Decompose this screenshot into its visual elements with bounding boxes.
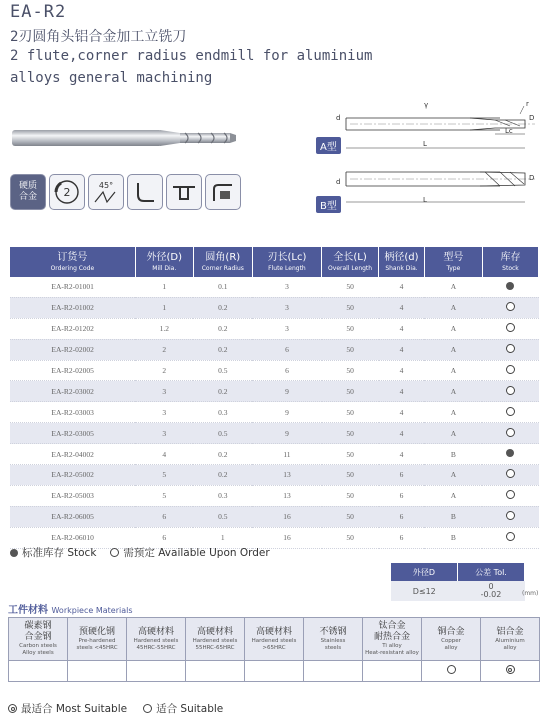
workpiece-title-cn: 工件材料 [8,605,48,616]
cell-dia: 3 [135,402,193,423]
stock-legend [10,545,270,560]
cell-type: A [424,381,482,402]
workpiece-material-cn: 铜合金 [437,626,465,637]
cell-code: EA-R2-05002 [10,465,135,486]
flute-count-icon [49,174,85,210]
cell-stock [482,465,538,486]
cell-dia: 2 [135,339,193,360]
workpiece-material-cn: 高硬材料 [137,626,174,637]
workpiece-material-en: steels <45HRC [76,644,118,651]
tolerance-table [391,563,525,601]
cell-shank: 4 [379,381,425,402]
workpiece-material-cn: 碳素钢 [24,621,52,631]
cell-type: A [424,277,482,297]
workpiece-material-en: Hardened steels [133,637,179,644]
cell-radius: 0.2 [193,444,252,465]
workpiece-material-en: 55HRC-65HRC [195,644,235,651]
cell-overall: 50 [322,277,379,297]
tolerance-header-tol: 公差 Tol. [458,563,525,581]
cell-dia: 3 [135,423,193,444]
cell-code: EA-R2-06010 [10,527,135,548]
in-stock-dot-icon [10,549,18,557]
cell-flute: 9 [252,381,321,402]
cell-dia: 3 [135,381,193,402]
in-stock-dot-icon [506,282,514,290]
cell-type: A [424,465,482,486]
workpiece-column-header [9,618,68,661]
cell-shank: 4 [379,444,425,465]
cell-radius: 0.2 [193,339,252,360]
cell-code: EA-R2-04002 [10,444,135,465]
cell-flute: 6 [252,339,321,360]
header-shank-dia: 柄径(d) Shank Dia. [379,247,425,277]
workpiece-material-en: Stainless [320,637,346,644]
workpiece-suitability-cell [9,661,68,682]
dim-label-L-b: L [423,196,427,204]
cell-dia: 6 [135,527,193,548]
product-code: EA-R2 [10,2,67,22]
cell-flute: 13 [252,485,321,506]
dim-label-d-b: d [336,178,341,186]
cell-type: A [424,339,482,360]
workpiece-material-cn: 铝合金 [496,626,524,637]
workpiece-material-en: Carbon steels [19,643,57,649]
cell-shank: 4 [379,360,425,381]
cell-code: EA-R2-01202 [10,318,135,339]
tolerance-dia-value: D≤12 [391,581,458,601]
cell-dia: 1 [135,297,193,318]
cell-radius: 0.2 [193,381,252,402]
cell-code: EA-R2-06005 [10,506,135,527]
cell-shank: 4 [379,318,425,339]
on-order-dot-icon [506,365,515,374]
suitable-icon [143,704,152,713]
cell-shank: 4 [379,297,425,318]
table-row [10,381,539,402]
cell-dia: 5 [135,485,193,506]
suitable-label: 适合 Suitable [156,703,224,715]
in-stock-label: 标准库存 Stock [22,547,97,559]
dim-label-d-a: d [336,114,341,122]
workpiece-material-en: steels [324,644,342,651]
cell-code: EA-R2-02005 [10,360,135,381]
cell-overall: 50 [322,485,379,506]
cell-stock [482,297,538,318]
tolerance-header-dia: 外径D [391,563,458,581]
on-order-dot-icon [506,344,515,353]
cell-dia: 4 [135,444,193,465]
header-stock: 库存 Stock [482,247,538,277]
cell-shank: 4 [379,277,425,297]
cell-type: B [424,444,482,465]
workpiece-material-en: alloy [503,644,517,651]
helix-angle-value: 45° [98,180,114,190]
on-order-dot-icon [506,511,515,520]
cell-radius: 0.3 [193,402,252,423]
cell-overall: 50 [322,506,379,527]
cell-stock [482,277,538,297]
workpiece-material-en: Aluminium [495,637,525,644]
cell-overall: 50 [322,381,379,402]
carbide-material-icon: 硬质合金 [10,174,46,210]
cell-stock [482,527,538,548]
cell-type: B [424,527,482,548]
cell-radius: 0.5 [193,506,252,527]
endmill-photo [10,118,250,158]
cell-type: A [424,402,482,423]
header-type: 型号 Type [424,247,482,277]
workpiece-title [8,601,133,616]
table-row [10,423,539,444]
table-row [10,485,539,506]
cell-code: EA-R2-05003 [10,485,135,506]
slot-milling-icon [166,174,202,210]
on-order-dot-icon [506,386,515,395]
cell-flute: 16 [252,527,321,548]
suitability-legend [8,701,223,716]
cell-flute: 3 [252,297,321,318]
on-order-dot-icon [506,302,515,311]
workpiece-suitability-cell [304,661,363,682]
table-row [10,277,539,297]
cell-dia: 1.2 [135,318,193,339]
cell-radius: 0.5 [193,360,252,381]
type-a-badge: A型 [316,137,341,154]
dim-label-gamma-a: γ [424,101,429,109]
cell-stock [482,423,538,444]
title-chinese: 2刃圆角头铝合金加工立铣刀 [10,29,187,45]
cell-stock [482,485,538,506]
cell-dia: 5 [135,465,193,486]
drawing-type-b [310,164,540,214]
cell-dia: 6 [135,506,193,527]
on-order-dot-icon [506,469,515,478]
workpiece-material-cn: 不锈钢 [319,626,347,637]
product-table [10,247,539,549]
on-order-dot-icon [110,548,119,557]
on-order-dot-icon [506,323,515,332]
cell-code: EA-R2-03005 [10,423,135,444]
workpiece-suitability-cell [186,661,245,682]
cell-type: A [424,485,482,506]
cell-radius: 0.1 [193,277,252,297]
title-english-line2: alloys general machining [10,70,213,86]
header-mill-dia: 外径(D) Mill Dia. [135,247,193,277]
on-order-dot-icon [506,532,515,541]
workpiece-material-cn: 合金钢 [24,632,52,642]
most-suitable-icon [8,704,17,713]
workpiece-material-en: Alloy steels [22,650,54,656]
workpiece-material-en: >65HRC [262,644,286,651]
workpiece-column-header [127,618,186,661]
cell-shank: 6 [379,485,425,506]
cell-flute: 3 [252,277,321,297]
workpiece-material-cn: 预硬化钢 [78,626,115,637]
workpiece-material-en: 45HRC-55HRC [136,644,176,651]
workpiece-material-cn: 高硬材料 [196,626,233,637]
cell-flute: 9 [252,423,321,444]
tolerance-upper: 0 [488,582,494,591]
workpiece-material-en: Copper [441,637,461,644]
workpiece-material-cn: 高硬材料 [255,626,292,637]
dim-label-r-a: r [526,100,529,108]
workpiece-column-header [363,618,422,661]
dim-label-D-b: D [529,174,535,182]
flute-count-value: 2 [63,185,71,199]
cell-flute: 13 [252,465,321,486]
workpiece-material-en: Heat-resistant alloy [365,650,419,656]
cell-shank: 6 [379,506,425,527]
cell-overall: 50 [322,444,379,465]
cell-type: A [424,297,482,318]
cell-overall: 50 [322,527,379,548]
cell-code: EA-R2-01001 [10,277,135,297]
workpiece-column-header [68,618,127,661]
suitable-icon [447,665,456,674]
title-english-line1: 2 flute,corner radius endmill for aluminium [10,48,373,64]
header-overall-length: 全长(L) Overall Length [322,247,379,277]
cell-dia: 2 [135,360,193,381]
workpiece-material-en: Pre-hardened [78,637,116,644]
on-order-dot-icon [506,428,515,437]
cell-shank: 4 [379,402,425,423]
cell-stock [482,402,538,423]
tolerance-unit: (mm) [522,590,539,597]
workpiece-suitability-cell [481,661,540,682]
table-row [10,444,539,465]
table-header-row [10,247,539,277]
workpiece-suitability-cell [422,661,481,682]
table-row [10,402,539,423]
cell-overall: 50 [322,360,379,381]
on-order-dot-icon [506,490,515,499]
cell-flute: 6 [252,360,321,381]
cell-stock [482,360,538,381]
cell-radius: 0.2 [193,465,252,486]
table-row [10,339,539,360]
cell-overall: 50 [322,297,379,318]
corner-radius-icon [127,174,163,210]
table-row [10,506,539,527]
tolerance-lower: -0.02 [480,590,502,599]
header-ordering-code: 订货号 Ordering Code [10,247,135,277]
workpiece-table [8,617,540,682]
cell-dia: 1 [135,277,193,297]
cell-code: EA-R2-01002 [10,297,135,318]
dim-label-L-a: L [423,140,427,148]
workpiece-suitability-cell [363,661,422,682]
cell-flute: 11 [252,444,321,465]
on-order-label: 需预定 Available Upon Order [123,547,270,559]
cell-radius: 0.3 [193,485,252,506]
workpiece-material-en: Ti alloy [382,643,402,649]
most-suitable-icon [506,665,515,674]
cell-type: A [424,360,482,381]
cell-type: A [424,318,482,339]
cell-code: EA-R2-03003 [10,402,135,423]
dim-label-Lc-a: Lc [505,127,513,135]
table-row [10,360,539,381]
cell-radius: 0.2 [193,297,252,318]
tolerance-range [458,581,525,601]
helix-angle-icon [88,174,124,210]
cell-stock [482,381,538,402]
workpiece-column-header [304,618,363,661]
cell-stock [482,444,538,465]
workpiece-material-en: Hardened steels [251,637,297,644]
cell-overall: 50 [322,423,379,444]
cell-flute: 16 [252,506,321,527]
cell-overall: 50 [322,318,379,339]
cell-radius: 0.2 [193,318,252,339]
workpiece-title-en: Workpiece Materials [51,606,133,615]
cell-type: B [424,506,482,527]
cell-flute: 9 [252,402,321,423]
cell-overall: 50 [322,339,379,360]
cell-radius: 1 [193,527,252,548]
cell-overall: 50 [322,402,379,423]
table-row [10,318,539,339]
workpiece-material-cn: 耐热合金 [373,632,410,642]
cell-shank: 6 [379,527,425,548]
on-order-dot-icon [506,407,515,416]
cell-stock [482,339,538,360]
cell-stock [482,506,538,527]
dim-label-D-a: D [529,114,535,122]
cell-shank: 6 [379,465,425,486]
workpiece-column-header [186,618,245,661]
workpiece-suitability-cell [245,661,304,682]
cell-code: EA-R2-02002 [10,339,135,360]
type-b-badge: B型 [316,196,341,213]
feature-icons [10,174,241,210]
workpiece-column-header [245,618,304,661]
cell-flute: 3 [252,318,321,339]
table-row [10,297,539,318]
workpiece-suitability-cell [68,661,127,682]
workpiece-column-header [481,618,540,661]
cell-radius: 0.5 [193,423,252,444]
header-flute-length: 刃长(Lc) Flute Length [252,247,321,277]
workpiece-suitability-cell [127,661,186,682]
workpiece-column-header [422,618,481,661]
cell-type: A [424,423,482,444]
workpiece-material-en: alloy [444,644,458,651]
side-milling-icon [205,174,241,210]
in-stock-dot-icon [506,449,514,457]
cell-shank: 4 [379,339,425,360]
header-corner-radius: 圆角(R) Corner Radius [193,247,252,277]
workpiece-material-cn: 钛合金 [378,621,406,631]
cell-shank: 4 [379,423,425,444]
cell-stock [482,318,538,339]
cell-overall: 50 [322,465,379,486]
most-suitable-label: 最适合 Most Suitable [21,703,128,715]
cell-code: EA-R2-03002 [10,381,135,402]
table-row [10,465,539,486]
workpiece-material-en: Hardened steels [192,637,238,644]
